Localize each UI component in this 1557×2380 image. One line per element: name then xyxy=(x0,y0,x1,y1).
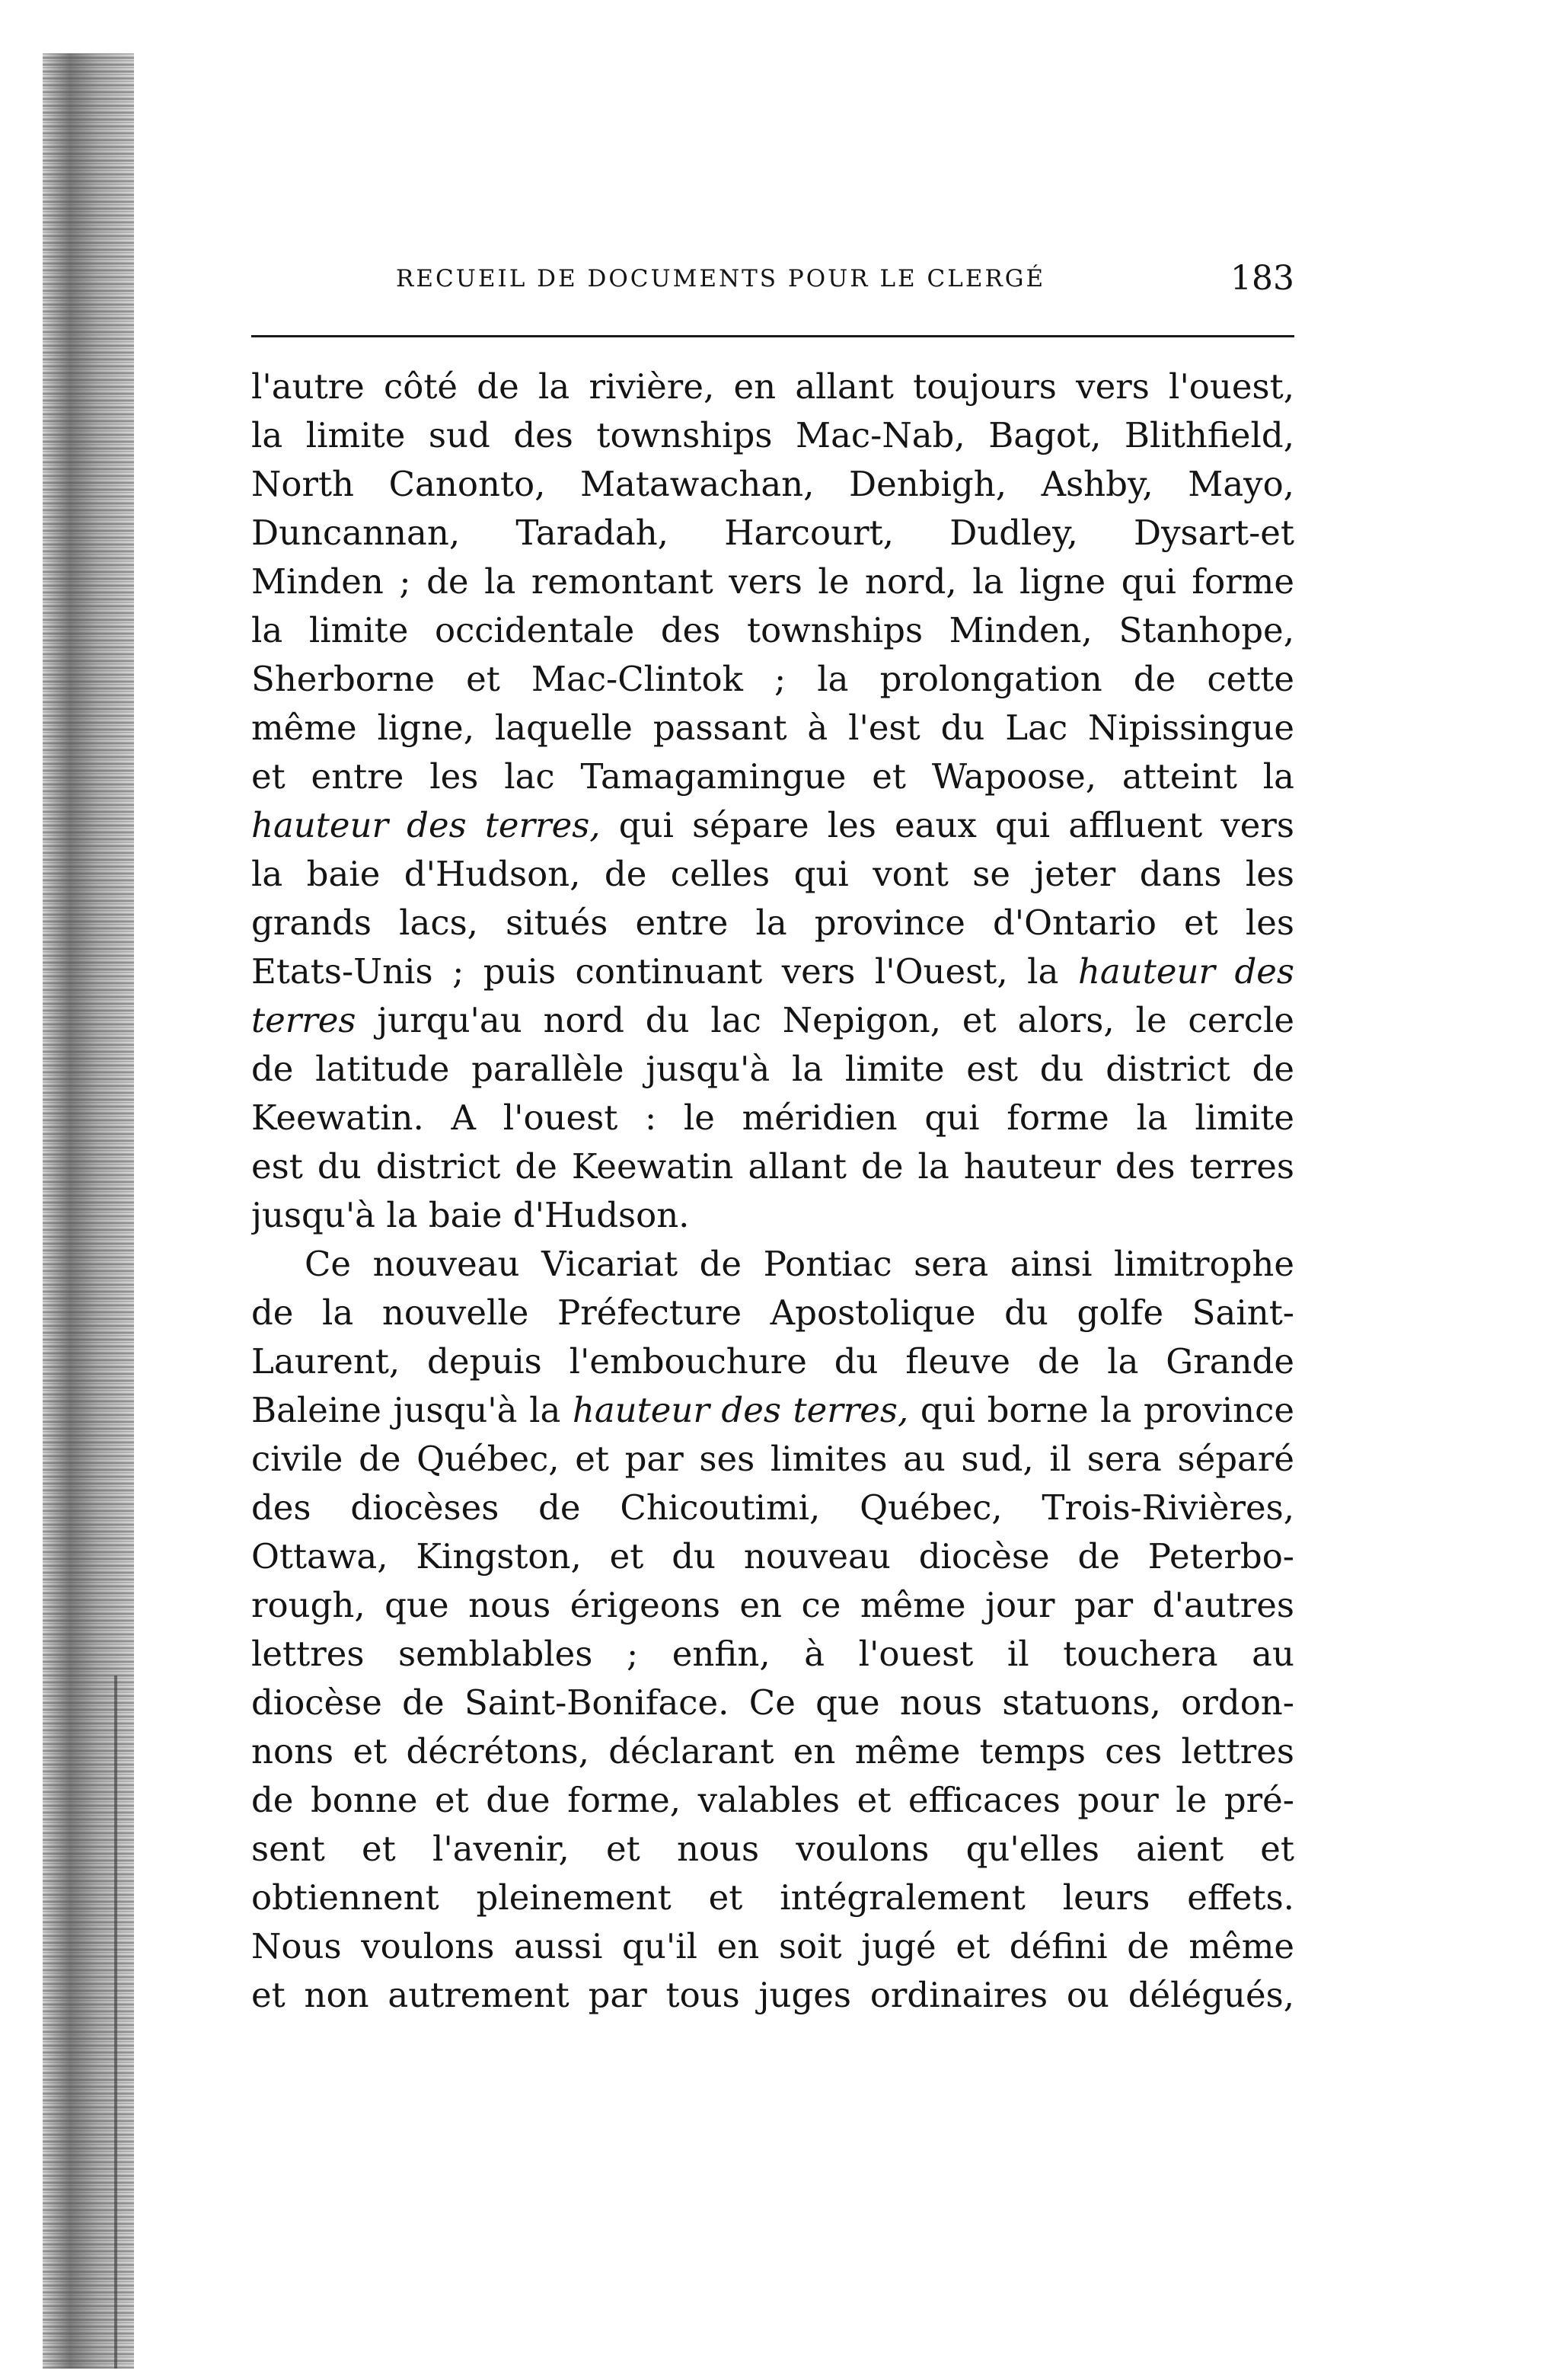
text-run: est du district de Keewatin allant de la hauteur des terres xyxy=(251,1146,1294,1187)
text-run: Sherborne et Mac-Clintok ; la prolongation de cette xyxy=(251,659,1294,699)
text-line xyxy=(251,1386,1294,1435)
text-line xyxy=(251,411,1294,460)
text-run: des diocèses de Chicoutimi, Québec, Trois-Rivières, xyxy=(251,1487,1294,1528)
text-line xyxy=(251,1776,1294,1825)
italic-run: hauteur des terres, xyxy=(251,805,601,845)
text-run: diocèse de Saint-Boniface. Ce que nous statuons, ordon- xyxy=(251,1682,1294,1723)
page-binding-shadow xyxy=(43,53,134,2369)
text-run: jusqu'à la baie d'Hudson. xyxy=(251,1195,690,1235)
text-run: de la nouvelle Préfecture Apostolique du golfe Saint- xyxy=(251,1292,1294,1333)
text-line xyxy=(251,1971,1294,2020)
text-line xyxy=(251,1922,1294,1971)
text-run: Ottawa, Kingston, et du nouveau diocèse de Peterbo- xyxy=(251,1536,1294,1577)
page-header xyxy=(396,259,1294,305)
text-line xyxy=(251,899,1294,947)
text-run: Nous voulons aussi qu'il en soit jugé et défini de même xyxy=(251,1926,1294,1966)
text-line xyxy=(251,1289,1294,1337)
text-line xyxy=(251,1191,1294,1240)
text-line xyxy=(251,1825,1294,1874)
text-line xyxy=(251,460,1294,509)
italic-run: terres xyxy=(251,1000,356,1040)
text-run: même ligne, laquelle passant à l'est du Lac Nipissingue xyxy=(251,708,1294,748)
text-run: Keewatin. A l'ouest : le méridien qui forme la limite xyxy=(251,1097,1294,1138)
text-line xyxy=(251,1094,1294,1142)
page-binding-edge-line xyxy=(114,1676,117,2369)
text-run: Laurent, depuis l'embouchure du fleuve de la Grande xyxy=(251,1341,1294,1382)
text-run: grands lacs, situés entre la province d'Ontario et les xyxy=(251,902,1294,943)
text-line xyxy=(251,1874,1294,1922)
text-line xyxy=(251,947,1294,996)
page-number: 183 xyxy=(1230,259,1294,298)
text-line xyxy=(251,557,1294,606)
header-rule xyxy=(251,335,1294,337)
text-run: rough, que nous érigeons en ce même jour par d'autres xyxy=(251,1585,1294,1625)
text-run: Ce nouveau Vicariat de Pontiac sera ainsi limitrophe xyxy=(305,1244,1294,1284)
text-line xyxy=(251,704,1294,752)
text-line xyxy=(251,801,1294,850)
text-run: civile de Québec, et par ses limites au sud, il sera séparé xyxy=(251,1439,1294,1479)
text-run: qui sépare les eaux qui affluent vers xyxy=(600,805,1294,845)
text-run: Etats-Unis ; puis continuant vers l'Ouest, la xyxy=(251,951,1078,992)
text-line xyxy=(251,655,1294,704)
text-run: de latitude parallèle jusqu'à la limite est du district de xyxy=(251,1049,1294,1089)
italic-run: hauteur des xyxy=(1077,951,1294,992)
text-line xyxy=(251,606,1294,655)
text-run: Baleine jusqu'à la xyxy=(251,1390,573,1430)
text-run: et entre les lac Tamagamingue et Wapoose, atteint la xyxy=(251,756,1294,797)
text-run: et non autrement par tous juges ordinaires ou délégués, xyxy=(251,1975,1294,2015)
text-run: l'autre côté de la rivière, en allant toujours vers l'ouest, xyxy=(251,366,1294,407)
text-line xyxy=(251,1435,1294,1484)
text-run: lettres semblables ; enfin, à l'ouest il touchera au xyxy=(251,1634,1294,1674)
text-line xyxy=(251,1045,1294,1094)
running-head: RECUEIL DE DOCUMENTS POUR LE CLERGÉ xyxy=(396,265,1046,292)
text-line xyxy=(251,1142,1294,1191)
text-run: sent et l'avenir, et nous voulons qu'elles aient et xyxy=(251,1829,1294,1869)
text-line xyxy=(251,752,1294,801)
text-run: la limite sud des townships Mac-Nab, Bagot, Blithfield, xyxy=(251,415,1294,455)
text-line xyxy=(251,996,1294,1045)
text-line xyxy=(251,1581,1294,1630)
text-run: nons et décrétons, déclarant en même temps ces lettres xyxy=(251,1731,1294,1771)
text-line xyxy=(251,1484,1294,1532)
text-line xyxy=(251,1727,1294,1776)
text-line xyxy=(251,509,1294,557)
text-run: jurqu'au nord du lac Nepigon, et alors, le cercle xyxy=(356,1000,1294,1040)
text-line xyxy=(251,1240,1294,1289)
text-run: Minden ; de la remontant vers le nord, la ligne qui forme xyxy=(251,561,1294,602)
text-line xyxy=(251,1337,1294,1386)
text-run: de bonne et due forme, valables et efficaces pour le pré- xyxy=(251,1780,1294,1820)
text-run: North Canonto, Matawachan, Denbigh, Ashby, Mayo, xyxy=(251,464,1294,504)
text-run: qui borne la province xyxy=(908,1390,1294,1430)
text-run: la baie d'Hudson, de celles qui vont se jeter dans les xyxy=(251,854,1294,894)
text-run: obtiennent pleinement et intégralement leurs effets. xyxy=(251,1877,1294,1918)
text-run: Duncannan, Taradah, Harcourt, Dudley, Dysart-et xyxy=(251,513,1294,553)
text-line xyxy=(251,1630,1294,1679)
text-line xyxy=(251,363,1294,411)
text-line xyxy=(251,1679,1294,1727)
italic-run: hauteur des terres, xyxy=(572,1390,909,1430)
text-line xyxy=(251,1532,1294,1581)
text-run: la limite occidentale des townships Minden, Stanhope, xyxy=(251,610,1294,650)
text-line xyxy=(251,850,1294,899)
body-text xyxy=(251,363,1294,2020)
